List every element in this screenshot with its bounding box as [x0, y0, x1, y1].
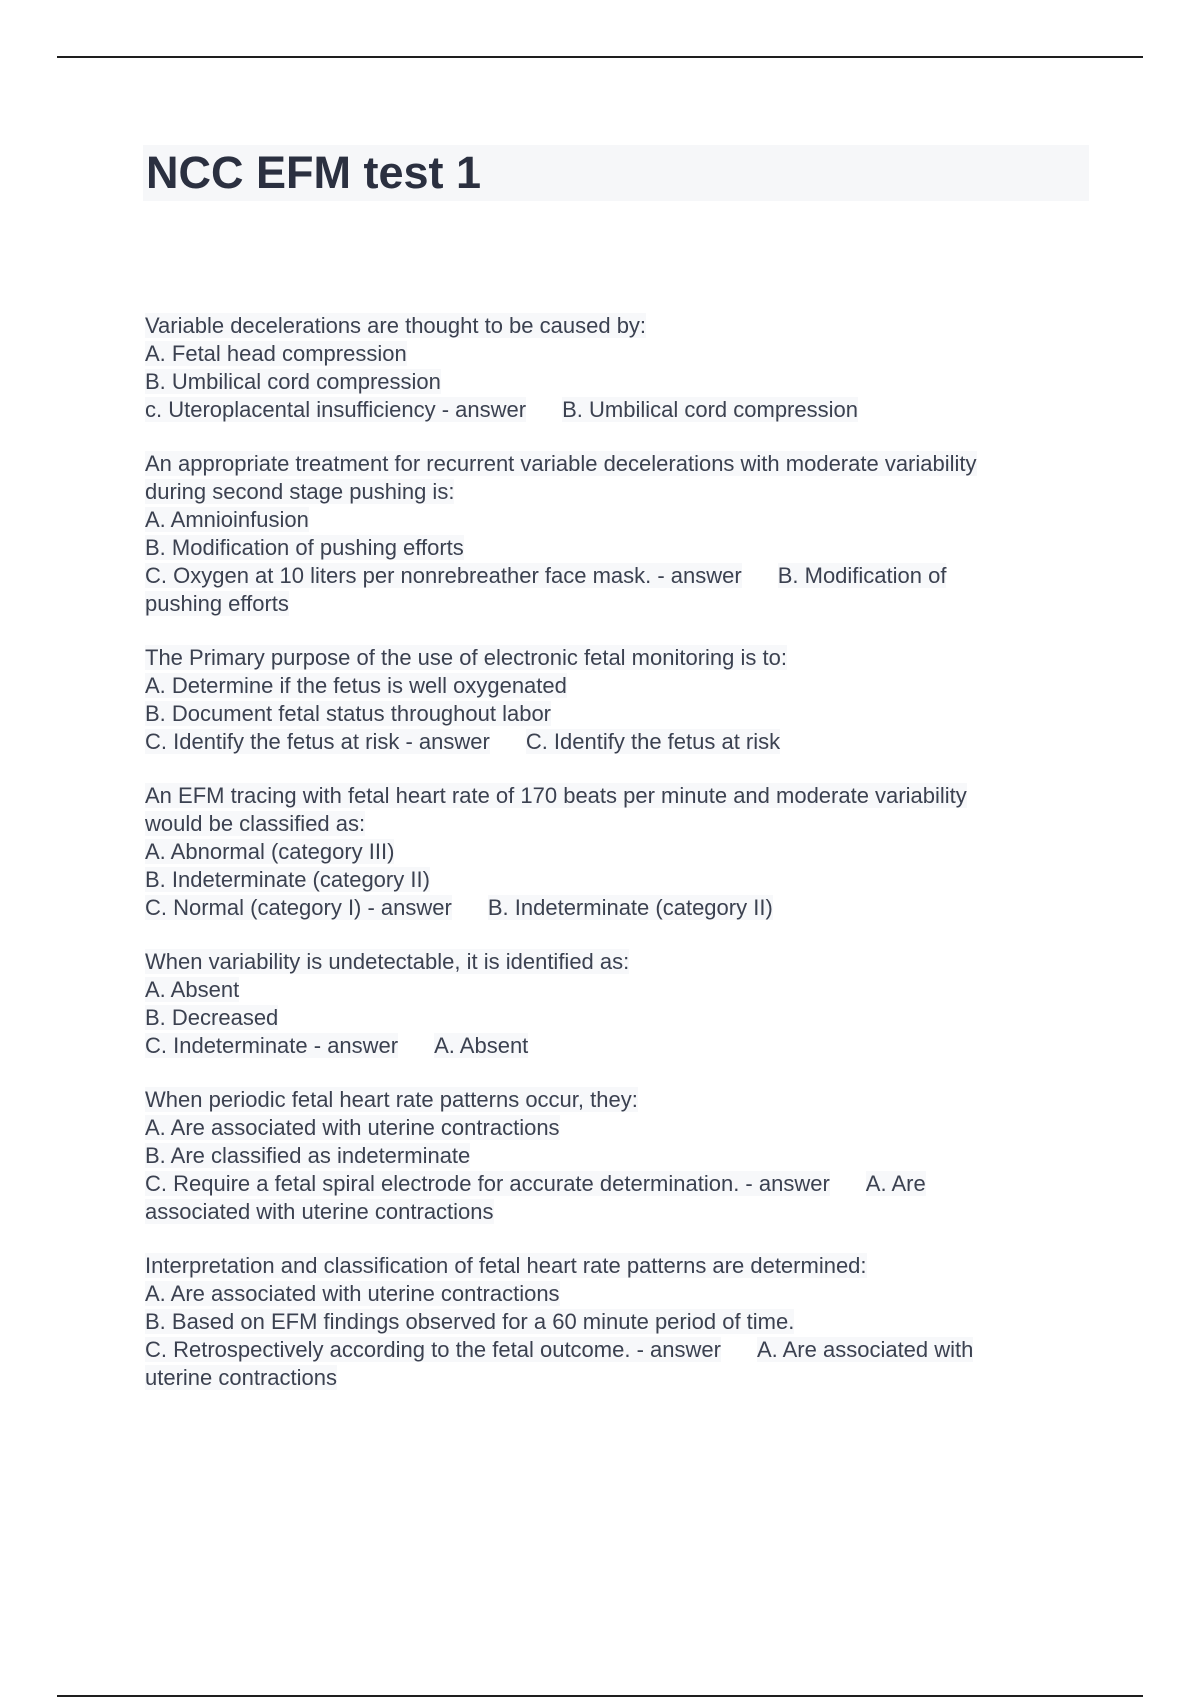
option-b: B. Decreased: [145, 1005, 279, 1030]
question-text: An appropriate treatment for recurrent variable decelerations with moderate variability: [145, 451, 977, 476]
option-a: A. Are associated with uterine contractions: [145, 1281, 560, 1306]
option-b: B. Are classified as indeterminate: [145, 1143, 471, 1168]
question-text-cont: during second stage pushing is:: [145, 479, 455, 504]
option-a: A. Absent: [145, 977, 240, 1002]
correct-answer: B. Umbilical cord compression: [562, 397, 858, 422]
page-title: NCC EFM test 1: [146, 147, 482, 198]
question-1: [145, 312, 1065, 424]
correct-answer: A. Are: [865, 1171, 926, 1196]
option-c-answer-label: c. Uteroplacental insufficiency - answer: [145, 397, 527, 422]
option-b: B. Modification of pushing efforts: [145, 535, 464, 560]
title-block: [143, 145, 1089, 201]
correct-answer: B. Modification of: [777, 563, 947, 588]
option-a: A. Abnormal (category III): [145, 839, 395, 864]
question-2: [145, 450, 1065, 618]
option-c-answer-label: C. Identify the fetus at risk - answer: [145, 729, 490, 754]
option-c-answer-label: C. Retrospectively according to the fetal outcome. - answer: [145, 1337, 721, 1362]
option-a: A. Determine if the fetus is well oxygenated: [145, 673, 567, 698]
correct-answer: A. Absent: [434, 1033, 529, 1058]
correct-answer: B. Indeterminate (category II): [487, 895, 773, 920]
question-text: When periodic fetal heart rate patterns occur, they:: [145, 1087, 638, 1112]
option-c-answer-label: C. Indeterminate - answer: [145, 1033, 399, 1058]
option-b: B. Document fetal status throughout labor: [145, 701, 552, 726]
question-text: An EFM tracing with fetal heart rate of 170 beats per minute and moderate variability: [145, 783, 967, 808]
question-6: [145, 1086, 1065, 1226]
option-a: A. Amnioinfusion: [145, 507, 309, 532]
question-text-cont: would be classified as:: [145, 811, 366, 836]
option-c-answer-label: C. Oxygen at 10 liters per nonrebreather face mask. - answer: [145, 563, 742, 588]
correct-answer-cont: pushing efforts: [145, 591, 289, 616]
question-5: [145, 948, 1065, 1060]
option-a: A. Are associated with uterine contractions: [145, 1115, 560, 1140]
option-c-answer-label: C. Require a fetal spiral electrode for accurate determination. - answer: [145, 1171, 830, 1196]
top-rule: [57, 56, 1143, 58]
question-text: Interpretation and classification of fetal heart rate patterns are determined:: [145, 1253, 867, 1278]
question-text: When variability is undetectable, it is identified as:: [145, 949, 630, 974]
option-a: A. Fetal head compression: [145, 341, 407, 366]
question-4: [145, 782, 1065, 922]
question-text: Variable decelerations are thought to be caused by:: [145, 313, 647, 338]
option-b: B. Indeterminate (category II): [145, 867, 430, 892]
correct-answer-cont: uterine contractions: [145, 1365, 337, 1390]
correct-answer: A. Are associated with: [756, 1337, 974, 1362]
option-b: B. Umbilical cord compression: [145, 369, 441, 394]
correct-answer: C. Identify the fetus at risk: [525, 729, 781, 754]
option-c-answer-label: C. Normal (category I) - answer: [145, 895, 452, 920]
question-list: [145, 312, 1065, 1418]
correct-answer-cont: associated with uterine contractions: [145, 1199, 494, 1224]
bottom-rule: [57, 1695, 1143, 1697]
option-b: B. Based on EFM findings observed for a 60 minute period of time.: [145, 1309, 795, 1334]
question-7: [145, 1252, 1065, 1392]
question-3: [145, 644, 1065, 756]
question-text: The Primary purpose of the use of electronic fetal monitoring is to:: [145, 645, 787, 670]
